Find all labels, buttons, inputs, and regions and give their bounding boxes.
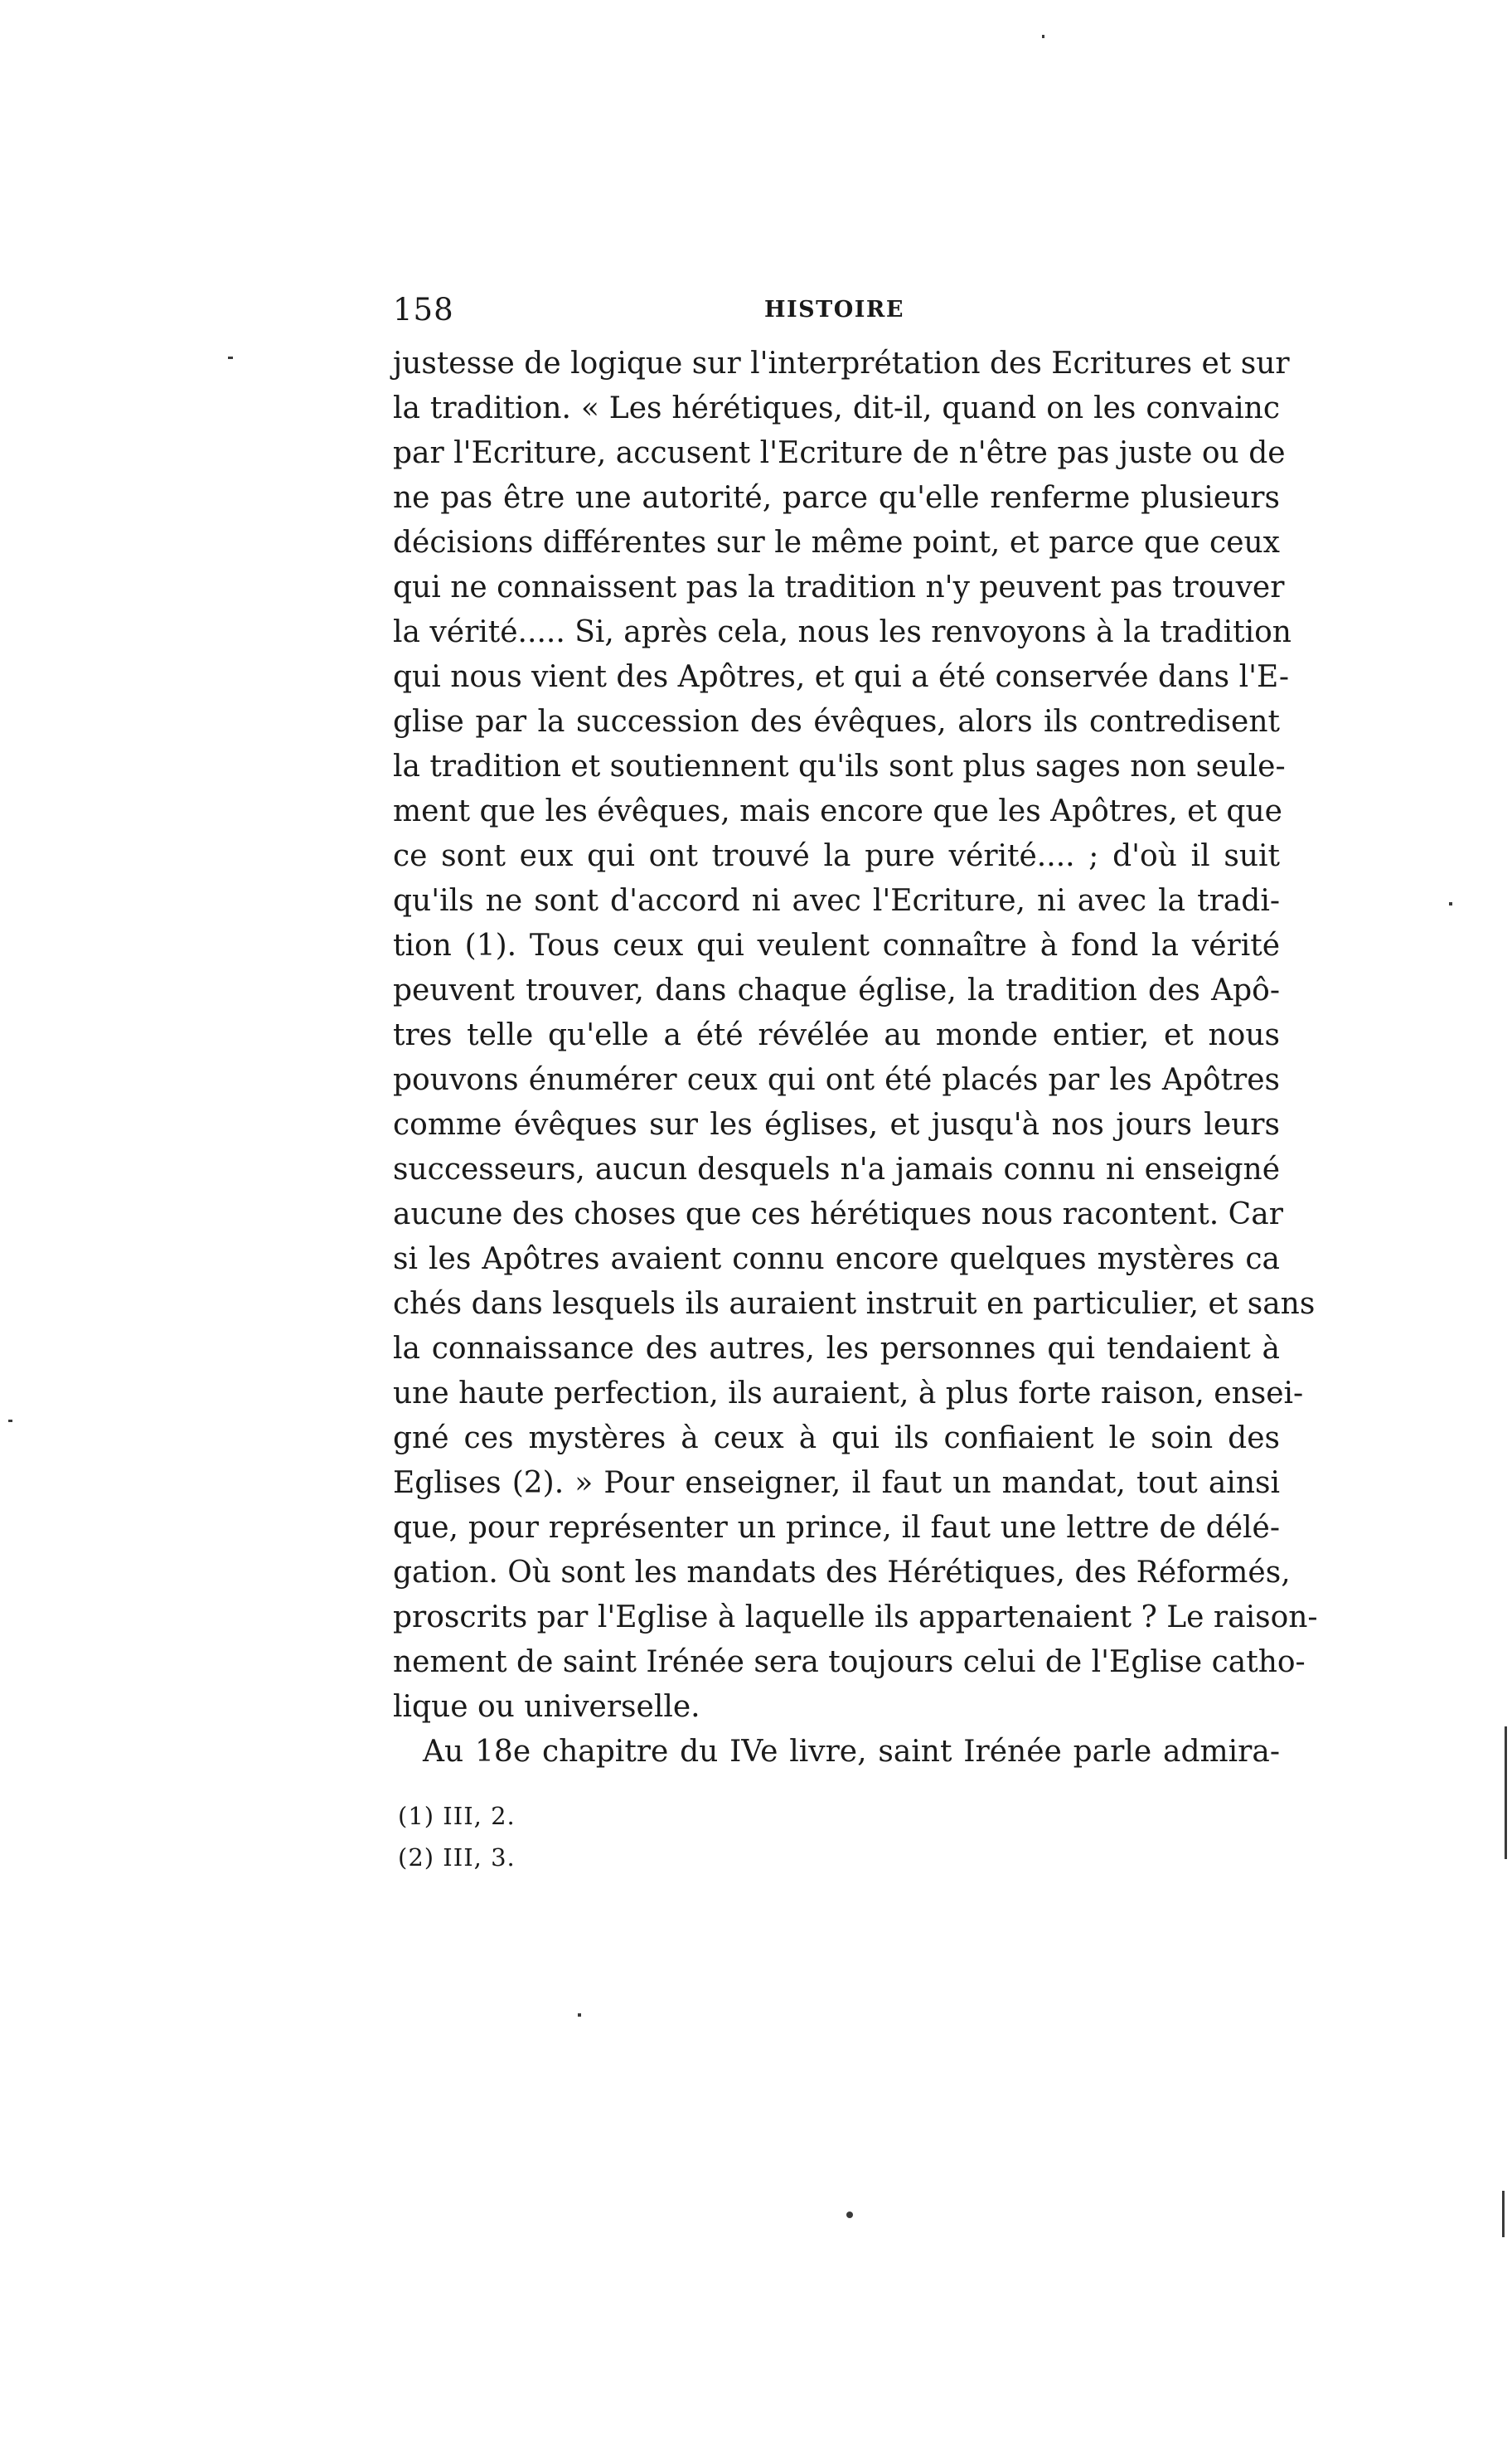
text-line: gation. Où sont les mandats des Hérétiques, des Réformés, [393, 1556, 1291, 1590]
text-line: la vérité..... Si, après cela, nous les renvoyons à la tradition [393, 615, 1292, 649]
text-line: la connaissance des autres, les personnes qui tendaient à [393, 1332, 1280, 1366]
text-line: la tradition. « Les hérétiques, dit-il, quand on les convainc [393, 391, 1280, 425]
scan-speck [578, 2013, 581, 2017]
scan-speck [1042, 35, 1044, 38]
scan-speck [8, 1420, 12, 1422]
text-line: ment que les évêques, mais encore que les Apôtres, et que [393, 794, 1282, 828]
text-line: qui nous vient des Apôtres, et qui a été conservée dans l'E- [393, 660, 1290, 694]
text-line: qu'ils ne sont d'accord ni avec l'Ecriture, ni avec la tradi- [393, 884, 1280, 918]
text-line: gné ces mystères à ceux à qui ils confiaient le soin des [393, 1421, 1280, 1455]
text-line: si les Apôtres avaient connu encore quelques mystères ca [393, 1242, 1280, 1276]
text-line: peuvent trouver, dans chaque église, la tradition des Apô- [393, 973, 1280, 1007]
text-line: par l'Ecriture, accusent l'Ecriture de n'être pas juste ou de [393, 436, 1286, 470]
text-line: lique ou universelle. [393, 1690, 700, 1724]
text-line: justesse de logique sur l'interprétation des Ecritures et sur [393, 347, 1290, 381]
text-line: la tradition et soutiennent qu'ils sont plus sages non seule- [393, 750, 1286, 784]
text-line: ne pas être une autorité, parce qu'elle renferme plusieurs [393, 481, 1280, 515]
footnotes [398, 1795, 895, 1878]
text-line: pouvons énumérer ceux qui ont été placés par les Apôtres [393, 1063, 1280, 1097]
text-line: comme évêques sur les églises, et jusqu'à nos jours leurs [393, 1108, 1280, 1142]
scan-speck [846, 2212, 853, 2218]
scan-edge-line [1502, 2191, 1505, 2237]
text-line: qui ne connaissent pas la tradition n'y peuvent pas trouver [393, 570, 1285, 604]
text-line: successeurs, aucun desquels n'a jamais connu ni enseigné [393, 1153, 1280, 1187]
text-line: Au 18e chapitre du IVe livre, saint Irénée parle admira- [423, 1735, 1280, 1769]
text-line: glise par la succession des évêques, alors ils contredisent [393, 705, 1280, 739]
text-line: aucune des choses que ces hérétiques nous racontent. Car [393, 1197, 1283, 1231]
text-line: décisions différentes sur le même point, et parce que ceux [393, 526, 1280, 560]
page-header [393, 290, 1280, 330]
text-line: Eglises (2). » Pour enseigner, il faut un mandat, tout ainsi [393, 1466, 1280, 1500]
body-text [393, 342, 1318, 1775]
footnote: (2) III, 3. [398, 1843, 516, 1872]
running-title: HISTOIRE [764, 297, 904, 323]
text-line: ce sont eux qui ont trouvé la pure vérité.... ; d'où il suit [393, 839, 1280, 873]
text-line: tres telle qu'elle a été révélée au monde entier, et nous [393, 1018, 1280, 1052]
text-line: proscrits par l'Eglise à laquelle ils appartenaient ? Le raison- [393, 1600, 1318, 1634]
scan-speck [1449, 902, 1452, 905]
scan-speck [228, 357, 233, 359]
text-line: une haute perfection, ils auraient, à plus forte raison, ensei- [393, 1376, 1304, 1410]
text-line: nement de saint Irénée sera toujours celui de l'Eglise catho- [393, 1645, 1306, 1679]
page-number: 158 [393, 292, 454, 328]
footnote: (1) III, 2. [398, 1802, 516, 1830]
text-line: chés dans lesquels ils auraient instruit en particulier, et sans [393, 1287, 1316, 1321]
text-line: que, pour représenter un prince, il faut une lettre de délé- [393, 1511, 1280, 1545]
text-line: tion (1). Tous ceux qui veulent connaître à fond la vérité [393, 929, 1280, 963]
scan-edge-line [1505, 1726, 1507, 1859]
